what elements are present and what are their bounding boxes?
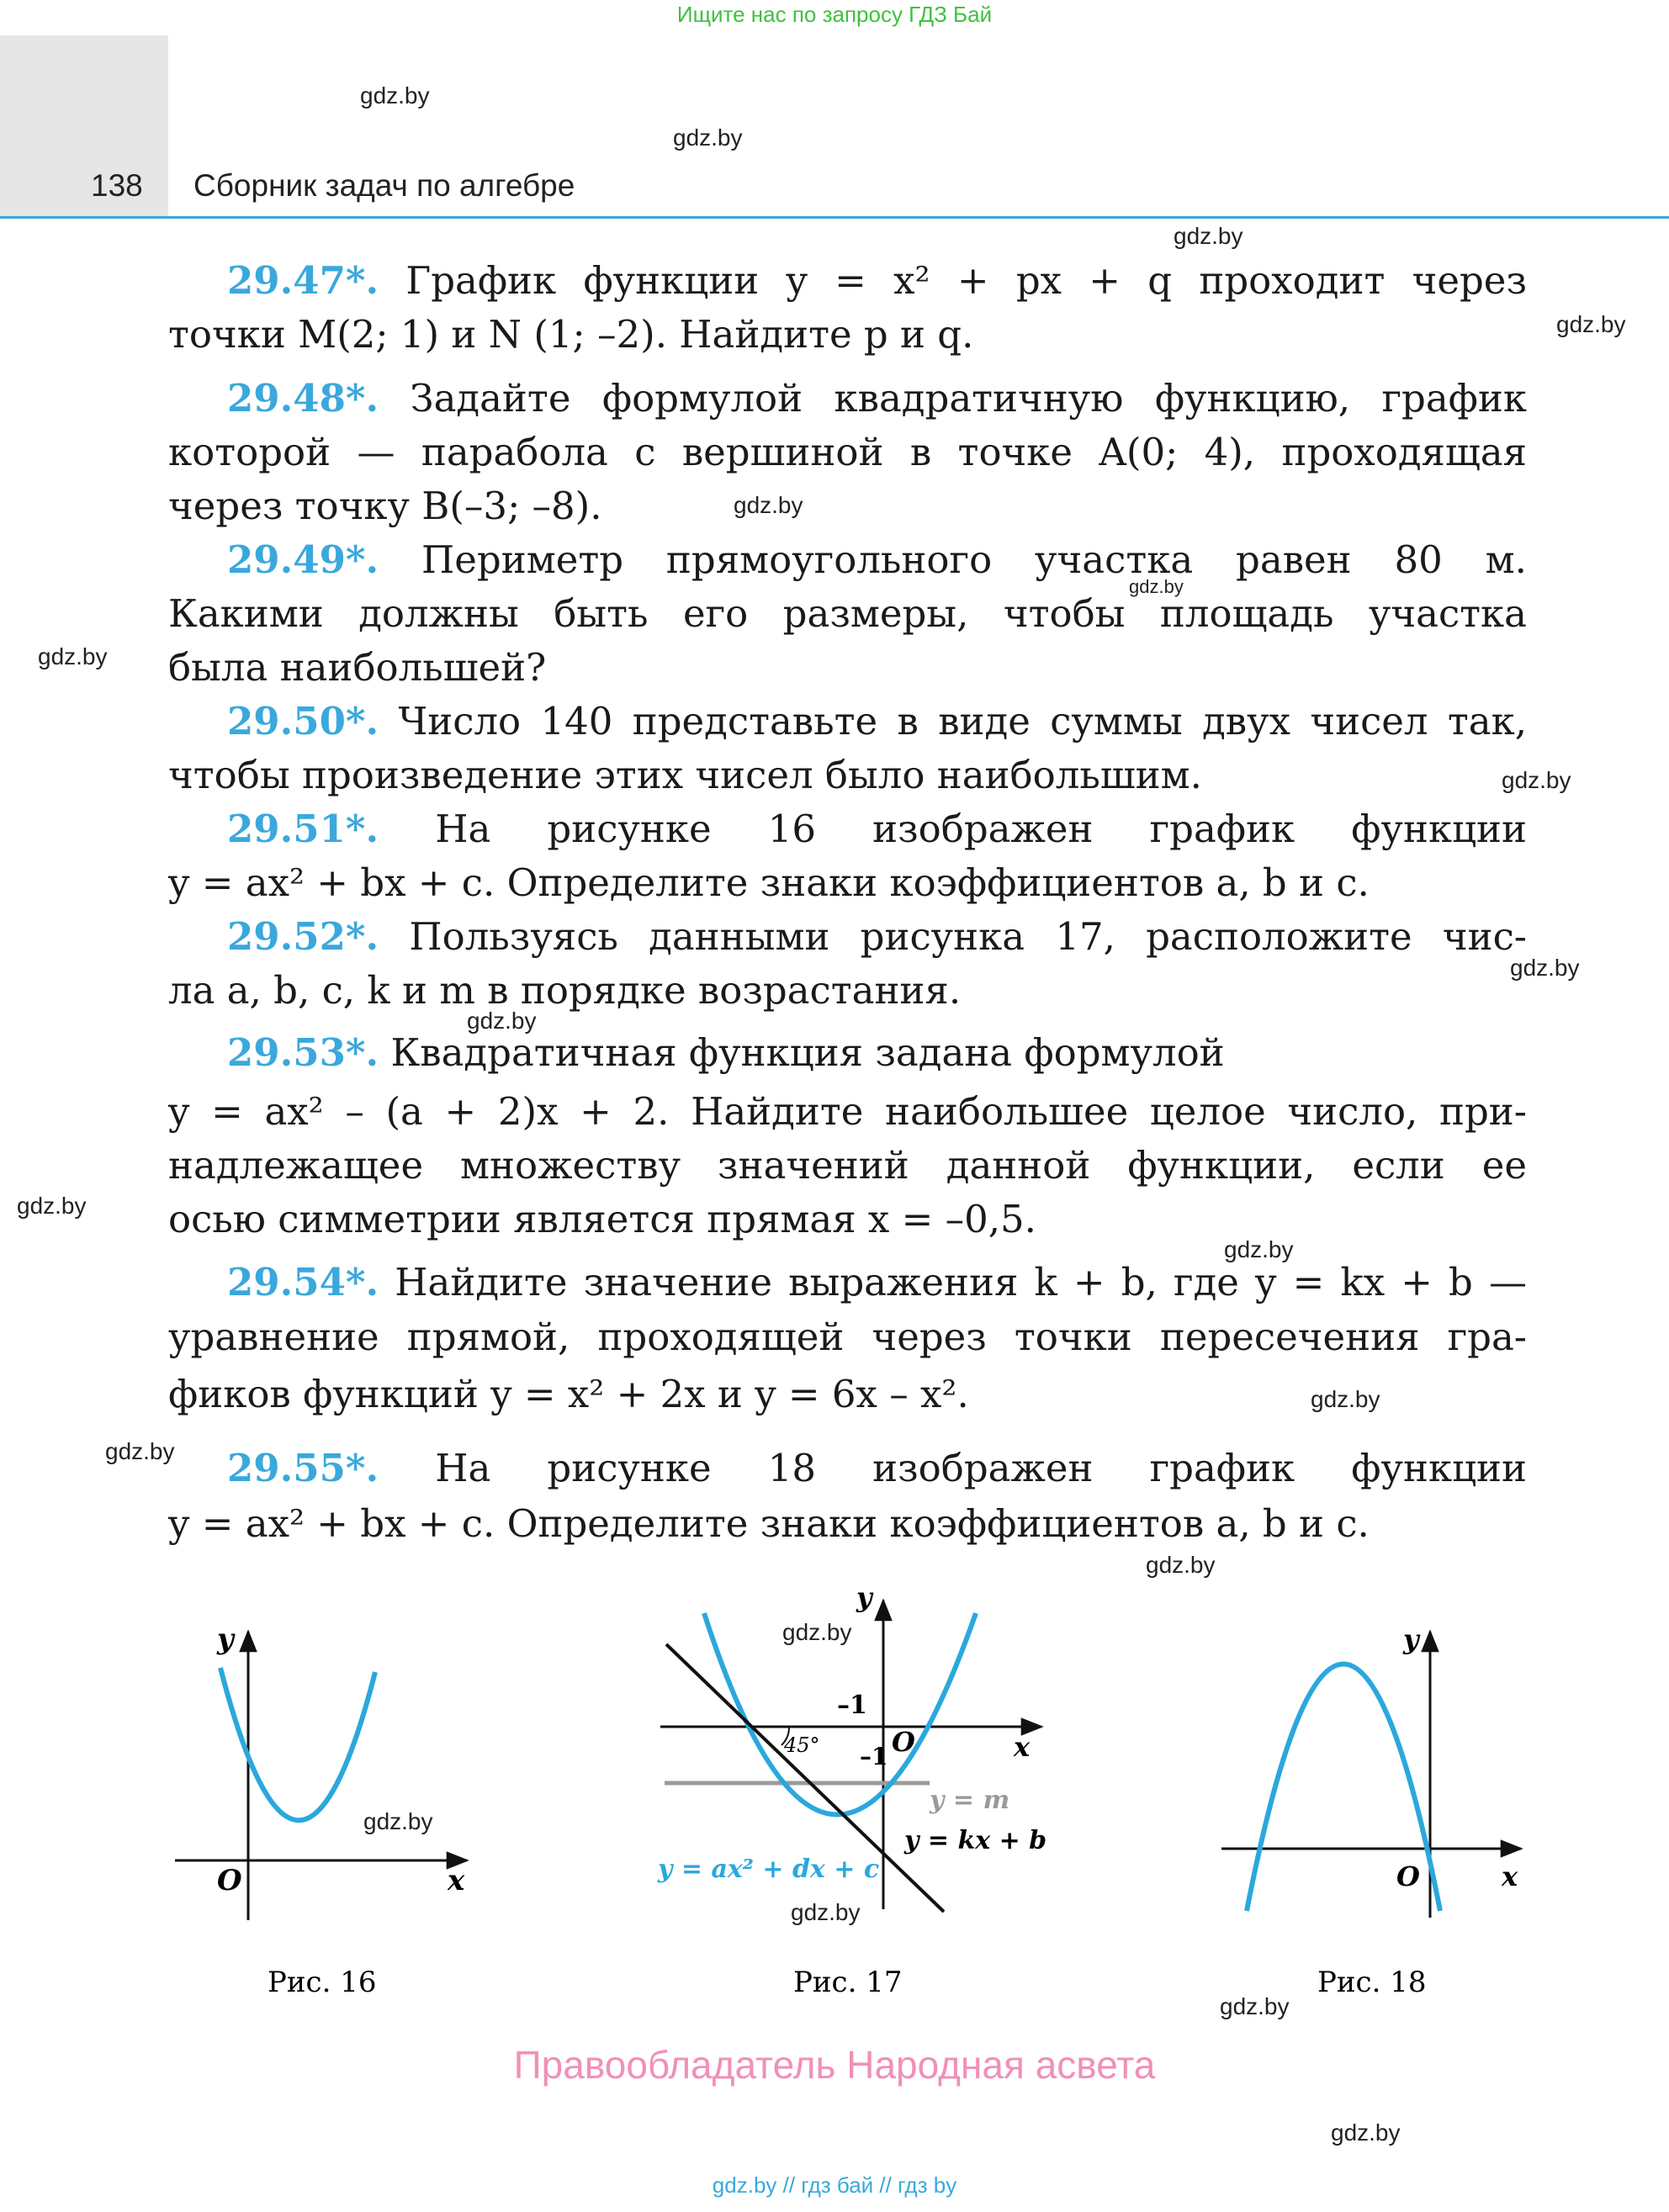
y-axis-label: y	[217, 1622, 234, 1656]
footer-links[interactable]: gdz.by // гдз бай // гдз by	[712, 2172, 957, 2198]
problem-line: Число 140 представьте в виде суммы двух чисел так,	[398, 699, 1527, 744]
watermark: gdz.by	[467, 1008, 537, 1034]
problem-number: 29.49*.	[227, 537, 379, 582]
page-number: 138	[91, 168, 143, 203]
problem-number: 29.52*.	[227, 914, 379, 959]
watermark: gdz.by	[734, 492, 803, 518]
problem-line: На рисунке 16 изображен график функции	[435, 807, 1527, 851]
problem-number: 29.53*.	[227, 1030, 379, 1075]
x-axis-label: x	[448, 1864, 465, 1897]
page-title: Сборник задач по алгебре	[193, 168, 575, 203]
problem-line: Задайте формулой квадратичную функцию, график	[410, 376, 1527, 421]
angle-label: 45°	[784, 1733, 820, 1757]
problem-line: ла a, b, c, k и m в порядке возрастания.	[168, 968, 962, 1013]
figure-18	[1221, 1623, 1521, 1999]
problem-line: была наибольшей?	[168, 645, 547, 690]
problem-number: 29.48*.	[227, 376, 379, 421]
parabola-label: y = ax² + dx + c	[658, 1855, 880, 1884]
watermark: gdz.by	[1129, 576, 1184, 597]
origin-label: O	[217, 1864, 242, 1897]
watermark: gdz.by	[1220, 1993, 1290, 2019]
problem-number: 29.47*.	[227, 258, 379, 303]
page-corner-block	[0, 35, 168, 216]
watermark: gdz.by	[673, 124, 743, 151]
problem-number: 29.54*.	[227, 1260, 379, 1304]
problem-number: 29.51*.	[227, 807, 379, 851]
problem-line: График функции y = x² + px + q проходит через	[405, 258, 1527, 303]
horizontal-line-label: y = m	[930, 1786, 1010, 1815]
problem-line: точки M(2; 1) и N (1; –2). Найдите p и q.	[168, 312, 974, 357]
y-axis-label: y	[1403, 1623, 1419, 1655]
figure-17	[657, 1581, 1046, 1999]
watermark: gdz.by	[105, 1438, 175, 1464]
line-label: y = kx + b	[904, 1826, 1047, 1855]
header-rule	[0, 216, 1669, 219]
watermark: gdz.by	[1502, 767, 1571, 793]
watermark: gdz.by	[1146, 1552, 1216, 1578]
figure-16	[175, 1622, 467, 1999]
problem-number: 29.50*.	[227, 699, 379, 744]
problem-line: y = ax² + bx + c. Определите знаки коэффициентов a, b и c.	[168, 1501, 1370, 1546]
watermark: gdz.by	[1556, 311, 1626, 337]
watermark: gdz.by	[363, 1808, 433, 1834]
tick-label: –1	[837, 1691, 867, 1720]
figures	[0, 1564, 1669, 2002]
figure-caption: Рис. 16	[268, 1966, 377, 1999]
x-axis-label: x	[1502, 1860, 1518, 1892]
origin-label: O	[1396, 1860, 1420, 1892]
tick-label: –1	[860, 1743, 888, 1770]
origin-label: O	[892, 1726, 915, 1758]
problem-line: Какими должны быть его размеры, чтобы площадь участка	[168, 591, 1527, 636]
copyright-notice: Правообладатель Народная асвета	[513, 2043, 1156, 2087]
problem-line: уравнение прямой, проходящей через точки пересечения гра-	[168, 1315, 1527, 1359]
watermark: gdz.by	[1331, 2119, 1401, 2146]
parabola-curve	[220, 1668, 375, 1820]
watermark: gdz.by	[1311, 1386, 1380, 1412]
problem-line: Найдите значение выражения k + b, где y = kx + b —	[395, 1260, 1527, 1304]
problem-line: Квадратичная функция задана формулой	[390, 1030, 1225, 1075]
figure-caption: Рис. 18	[1317, 1966, 1427, 1999]
problem-line: y = ax² + bx + c. Определите знаки коэффициентов a, b и c.	[168, 860, 1370, 905]
watermark: gdz.by	[1224, 1236, 1294, 1262]
watermark: gdz.by	[1510, 955, 1580, 981]
watermark: gdz.by	[360, 82, 430, 108]
watermark: gdz.by	[791, 1899, 861, 1925]
y-axis-label: y	[856, 1581, 872, 1613]
problem-line: чтобы произведение этих чисел было наибольшим.	[168, 753, 1202, 797]
problem-line: На рисунке 18 изображен график функции	[435, 1446, 1527, 1490]
top-note: Ищите нас по запросу ГДЗ Бай	[676, 2, 993, 27]
watermark: gdz.by	[1174, 223, 1243, 249]
problem-number: 29.55*.	[227, 1446, 379, 1490]
problem-line: через точку B(–3; –8).	[168, 484, 602, 528]
problem-line: y = ax² – (a + 2)x + 2. Найдите наибольшее целое число, при-	[168, 1089, 1527, 1134]
watermark: gdz.by	[38, 643, 108, 669]
figure-caption: Рис. 17	[793, 1966, 903, 1999]
x-axis-label: x	[1014, 1731, 1031, 1763]
watermark: gdz.by	[782, 1619, 852, 1645]
problem-line: Периметр прямоугольного участка равен 80 м.	[421, 537, 1527, 582]
problem-line: Пользуясь данными рисунка 17, расположите чис-	[409, 914, 1527, 959]
problem-line: фиков функций y = x² + 2x и y = 6x – x².	[168, 1372, 969, 1416]
problem-line: которой — парабола с вершиной в точке A(0; 4), проходящая	[168, 430, 1527, 474]
watermark: gdz.by	[17, 1193, 87, 1219]
problem-line: осью симметрии является прямая x = –0,5.	[168, 1197, 1036, 1241]
problem-line: надлежащее множеству значений данной функции, если ее	[168, 1143, 1527, 1188]
